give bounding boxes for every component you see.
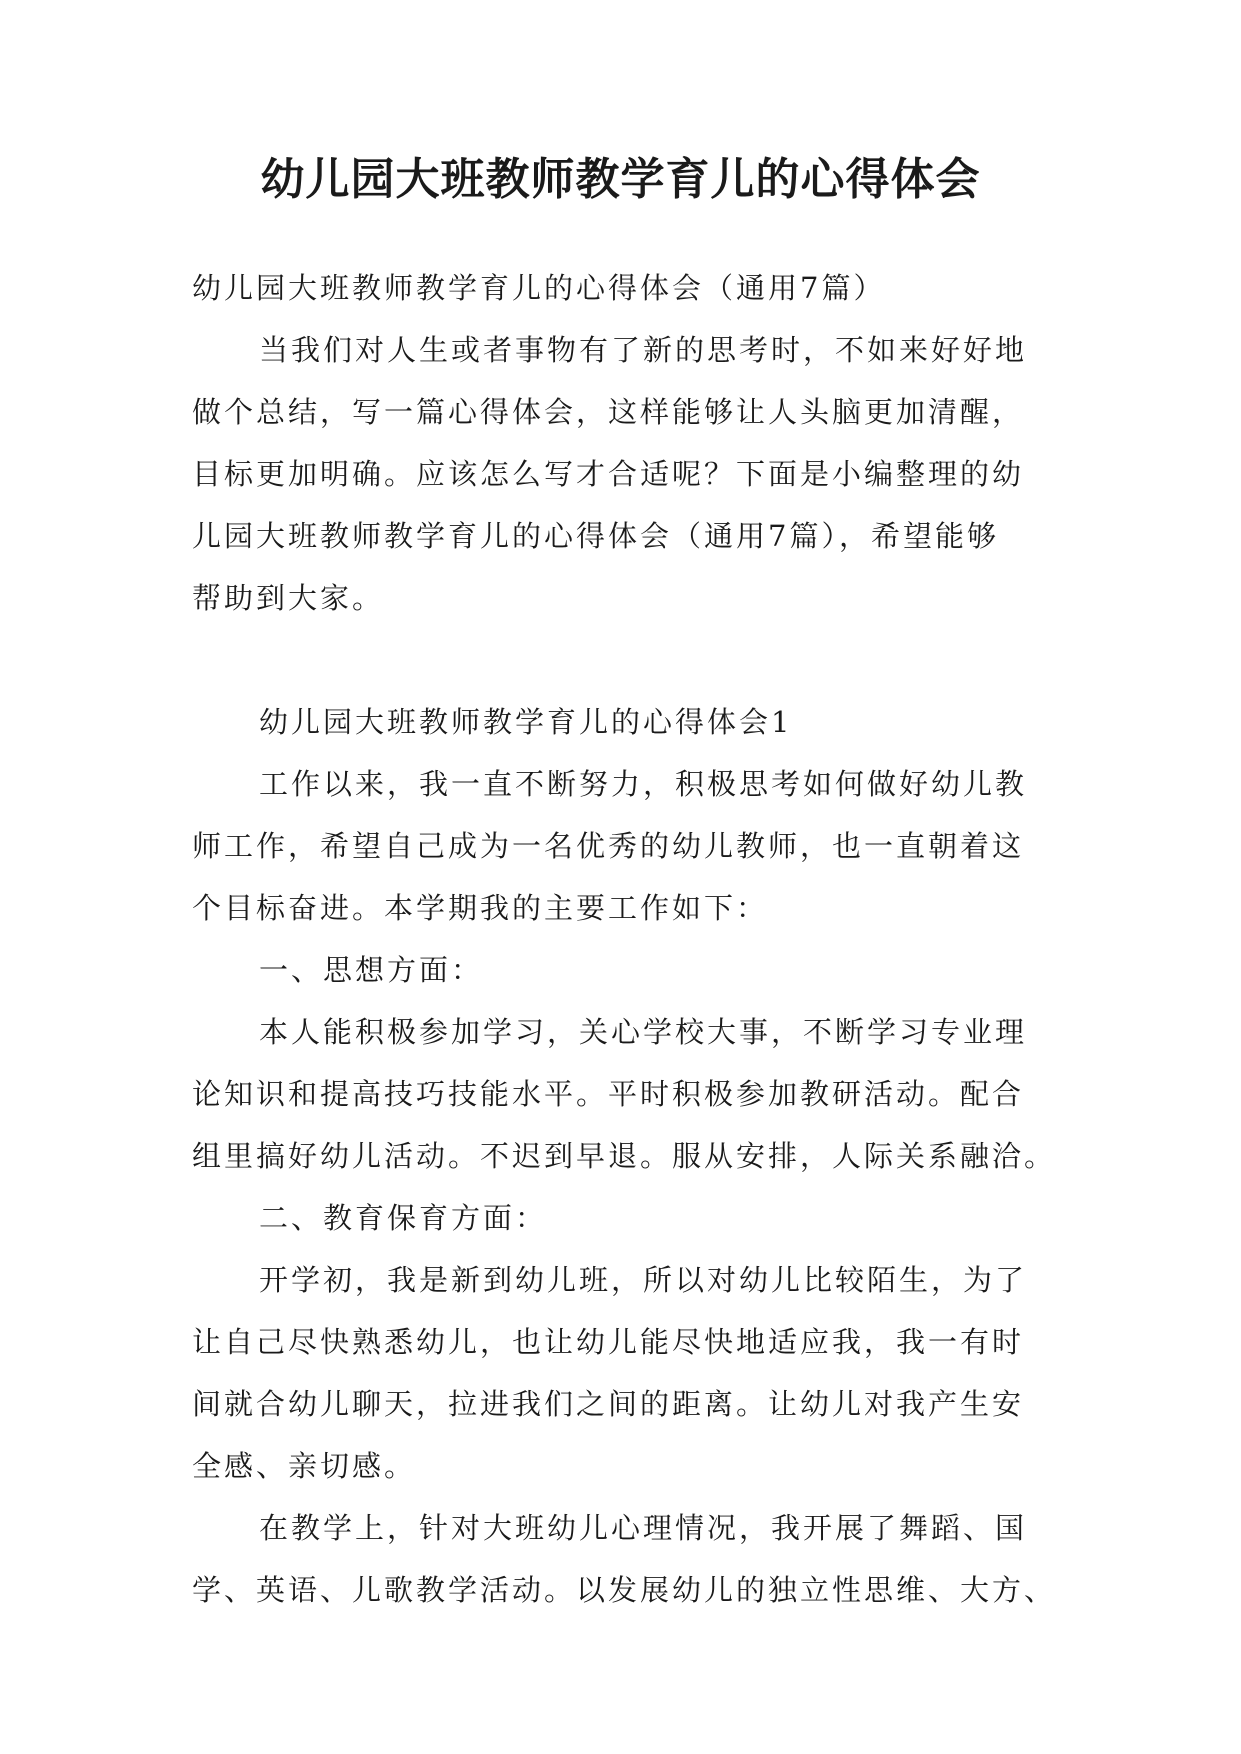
body-line: 让自己尽快熟悉幼儿，也让幼儿能尽快地适应我，我一有时 [192,1325,1025,1359]
document-body [192,257,1057,1621]
body-line: 工作以来，我一直不断努力，积极思考如何做好幼儿教 [259,767,1028,801]
body-line: 全感、亲切感。 [192,1449,417,1483]
body-line: 间就合幼儿聊天，拉进我们之间的距离。让幼儿对我产生安 [192,1387,1025,1421]
body-line: 在教学上，针对大班幼儿心理情况，我开展了舞蹈、国 [259,1511,1028,1545]
intro-line: 帮助到大家。 [192,581,385,615]
paragraph-gap [192,629,1057,691]
body-line: 个目标奋进。本学期我的主要工作如下： [192,891,769,925]
intro-line: 做个总结，写一篇心得体会，这样能够让人头脑更加清醒， [192,395,1025,429]
intro-line: 儿园大班教师教学育儿的心得体会（通用7篇），希望能够 [192,519,999,553]
body-line: 开学初，我是新到幼儿班，所以对幼儿比较陌生，为了 [259,1263,1028,1297]
subheading-thought: 一、思想方面： [259,953,484,987]
body-line: 组里搞好幼儿活动。不迟到早退。服从安排，人际关系融洽。 [192,1139,1057,1173]
subtitle-line: 幼儿园大班教师教学育儿的心得体会（通用7篇） [192,271,886,305]
section-heading: 幼儿园大班教师教学育儿的心得体会1 [259,705,793,739]
intro-line: 目标更加明确。应该怎么写才合适呢？下面是小编整理的幼 [192,457,1025,491]
subheading-education: 二、教育保育方面： [259,1201,548,1235]
body-line: 本人能积极参加学习，关心学校大事，不断学习专业理 [259,1015,1028,1049]
body-line: 学、英语、儿歌教学活动。以发展幼儿的独立性思维、大方、 [192,1573,1057,1607]
document-title: 幼儿园大班教师教学育儿的心得体会 [260,154,981,205]
intro-line: 当我们对人生或者事物有了新的思考时，不如来好好地 [259,333,1028,367]
body-line: 论知识和提高技巧技能水平。平时积极参加教研活动。配合 [192,1077,1025,1111]
body-line: 师工作，希望自己成为一名优秀的幼儿教师，也一直朝着这 [192,829,1025,863]
